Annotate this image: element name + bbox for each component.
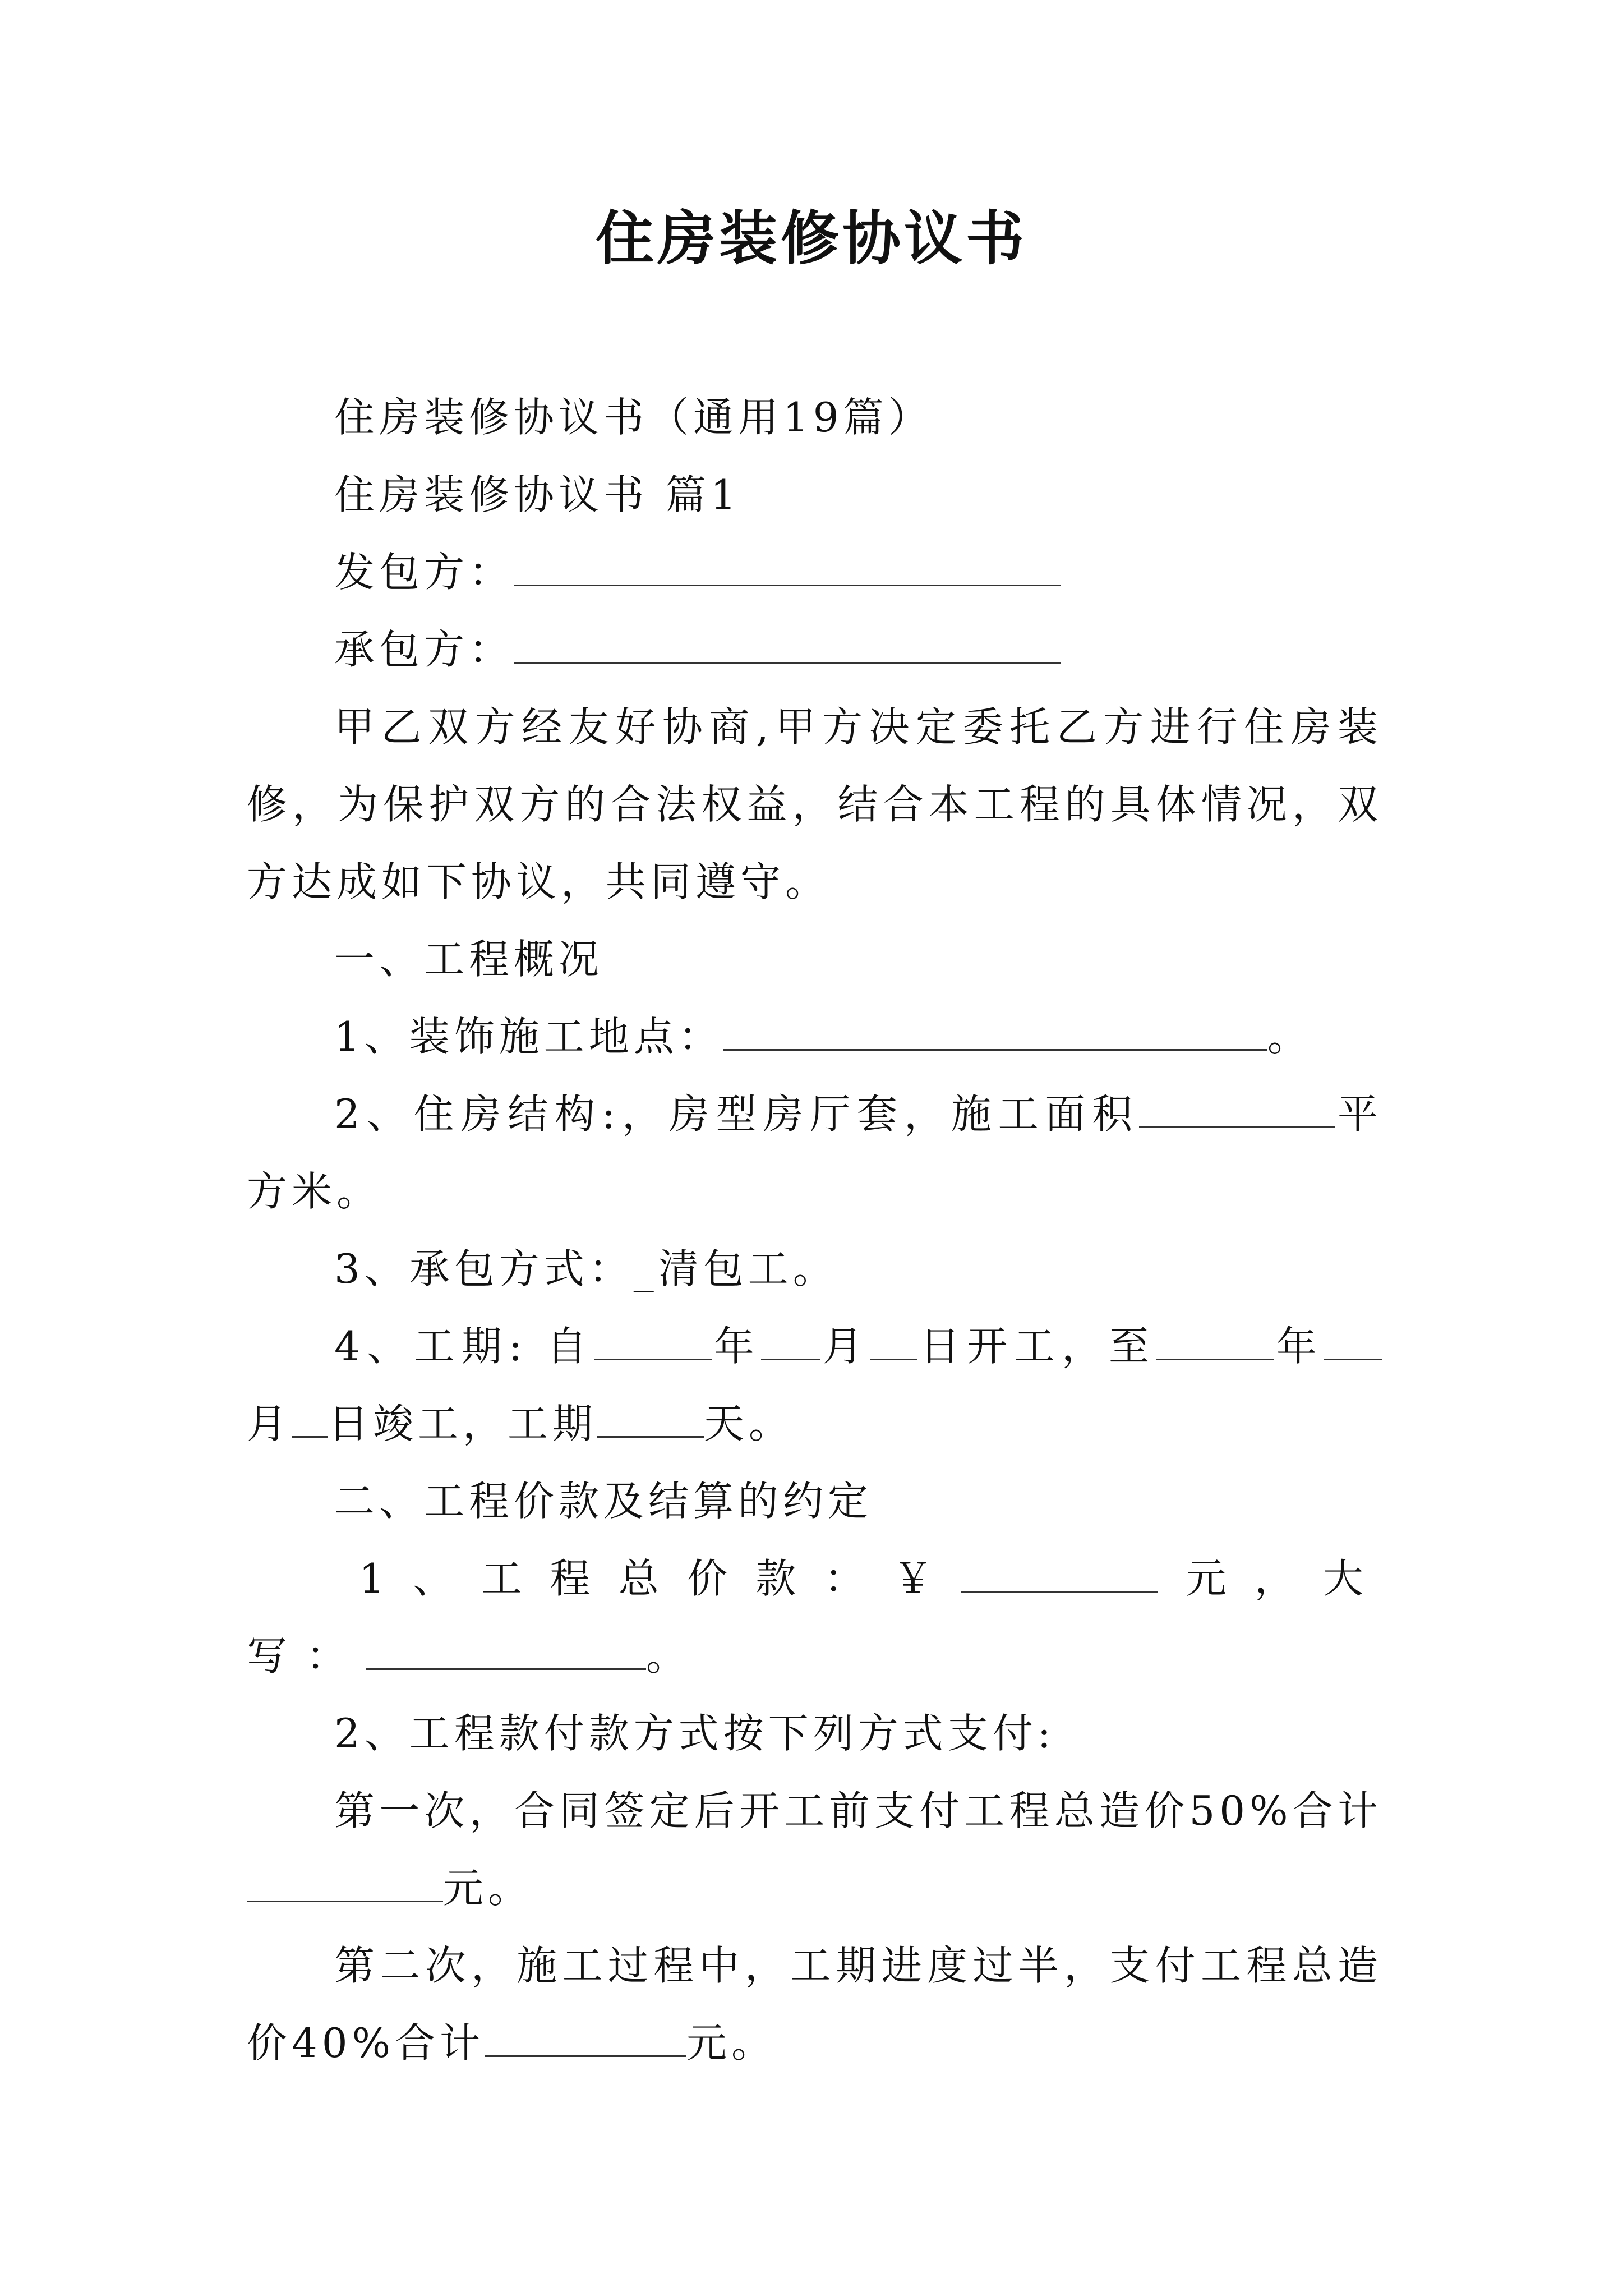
party-b-line bbox=[247, 611, 1382, 688]
second-payment-end: 元。 bbox=[686, 2019, 777, 2067]
section-2-heading: 二、工程价款及结算的约定 bbox=[334, 1478, 873, 1525]
party-b-blank bbox=[514, 626, 1061, 664]
party-a-line bbox=[247, 533, 1382, 611]
start-month-blank bbox=[761, 1323, 820, 1360]
pay-1-end: 。 bbox=[646, 1632, 691, 1680]
chapter-heading: 住房装修协议书 篇1 bbox=[334, 471, 741, 518]
first-payment-end: 元。 bbox=[443, 1865, 533, 1912]
duration-text: 天。 bbox=[704, 1400, 794, 1447]
party-a-label: 发包方： bbox=[334, 549, 514, 596]
pay-1-line bbox=[247, 1540, 1382, 1695]
item-2-end: 平方米。 bbox=[247, 1091, 1382, 1215]
subtitle-line: 住房装修协议书（通用19篇） bbox=[334, 394, 933, 441]
party-b-label: 承包方： bbox=[334, 626, 514, 673]
first-payment-text: 第一次，合同签定后开工前支付工程总造价50%合计 bbox=[334, 1787, 1382, 1834]
duration-blank bbox=[597, 1400, 704, 1438]
item-2-line bbox=[247, 1075, 1382, 1230]
second-payment-text: 第二次，施工过程中，工期进度过半，支付工程总造价40%合计 bbox=[247, 1942, 1382, 2067]
second-payment-line bbox=[247, 1927, 1382, 2082]
pay-1-label: 1、工程总价款：￥ bbox=[359, 1555, 962, 1602]
start-year-blank bbox=[594, 1323, 712, 1360]
item-1-blank bbox=[723, 1013, 1267, 1051]
intro-paragraph: 甲乙双方经友好协商,甲方决定委托乙方进行住房装修，为保护双方的合法权益，结合本工程的具体情况，双方达成如下协议，共同遵守。 bbox=[247, 703, 1382, 905]
item-1-line bbox=[247, 998, 1382, 1075]
end-day-text: 日竣工，工期 bbox=[328, 1400, 598, 1447]
pay-1-uppercase-label: 元，大写： bbox=[247, 1555, 1382, 1680]
section-1-heading: 一、工程概况 bbox=[334, 936, 604, 983]
end-year-text: 年 bbox=[1274, 1323, 1324, 1370]
item-1-end: 。 bbox=[1267, 1013, 1312, 1060]
total-price-blank bbox=[961, 1555, 1158, 1593]
end-year-blank bbox=[1156, 1323, 1274, 1360]
end-month-blank bbox=[1324, 1323, 1382, 1360]
end-day-blank bbox=[292, 1400, 328, 1438]
item-4-label: 4、工期: 自 bbox=[334, 1323, 594, 1370]
document-title: 住房装修协议书 bbox=[595, 204, 1027, 273]
first-payment-line bbox=[247, 1772, 1382, 1927]
start-year-text: 年 bbox=[711, 1323, 762, 1370]
item-3-line: 3、承包方式：_清包工。 bbox=[334, 1245, 838, 1292]
document-body bbox=[247, 379, 1382, 2082]
item-2-label: 2、住房结构:，房型房厅套，施工面积 bbox=[334, 1091, 1140, 1138]
second-payment-blank bbox=[485, 2019, 686, 2057]
party-a-blank bbox=[514, 549, 1061, 586]
start-day-blank bbox=[870, 1323, 917, 1360]
uppercase-blank bbox=[366, 1632, 646, 1670]
start-month-text: 月 bbox=[820, 1323, 870, 1370]
first-payment-blank bbox=[247, 1865, 443, 1902]
item-4-line bbox=[247, 1308, 1382, 1462]
pay-2-line: 2、工程款付款方式按下列方式支付: bbox=[334, 1710, 1056, 1757]
start-day-text: 日开工，至 bbox=[917, 1323, 1156, 1370]
item-2-blank bbox=[1139, 1091, 1335, 1128]
item-1-label: 1、装饰施工地点： bbox=[334, 1013, 723, 1060]
end-month-text: 月 bbox=[247, 1400, 292, 1447]
